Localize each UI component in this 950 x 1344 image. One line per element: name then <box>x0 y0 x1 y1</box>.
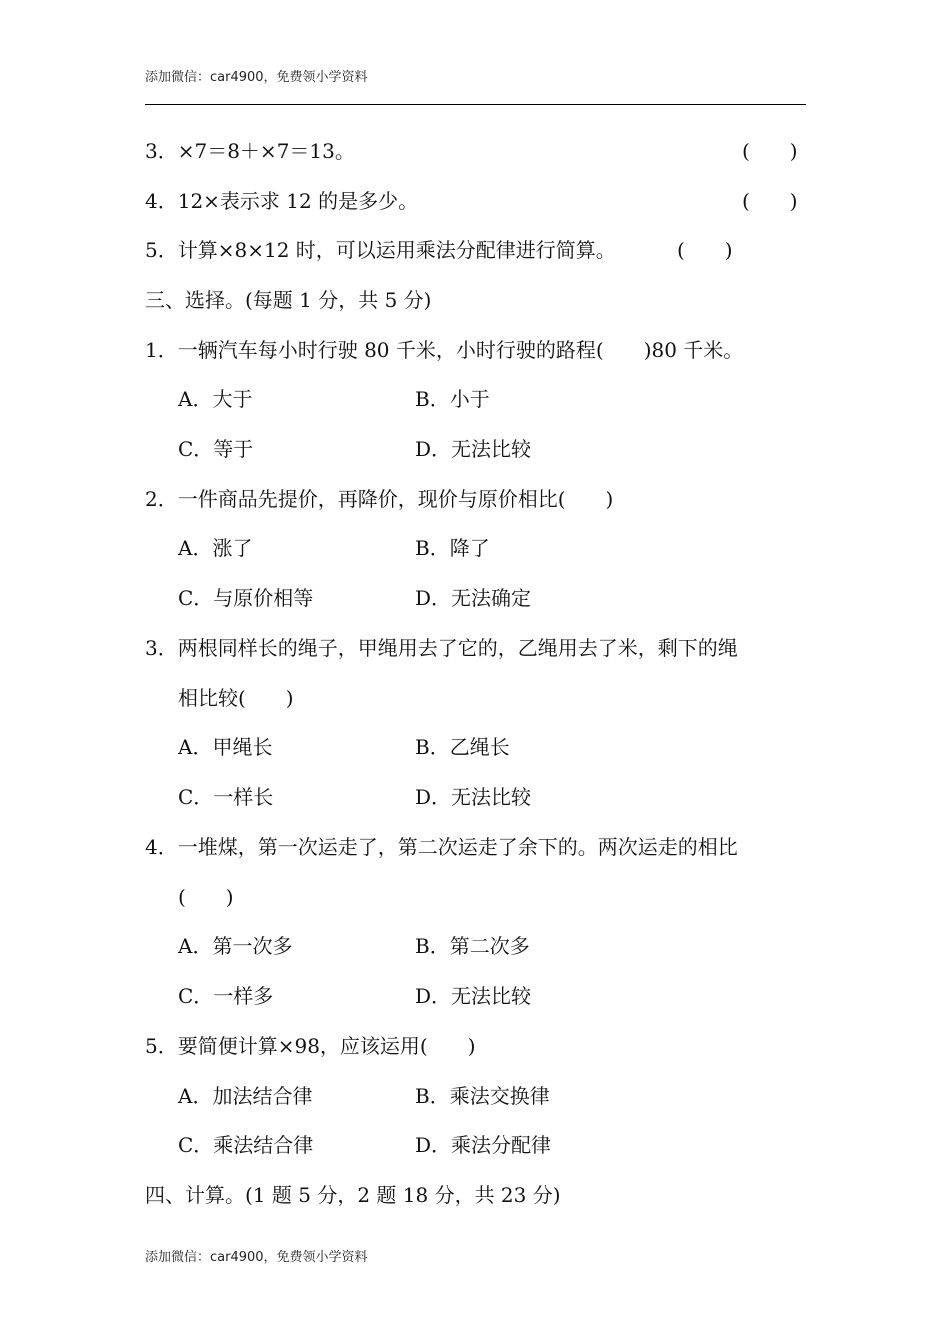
q5-option-a: A．加法结合律 <box>178 1084 313 1108</box>
q1-option-b: B．小于 <box>415 387 490 411</box>
judge-answer-blank-3: ( ) <box>742 139 798 163</box>
choice-question-5: 5．要简便计算×98，应该运用( ) <box>145 1034 476 1058</box>
q5-option-b: B．乘法交换律 <box>415 1084 550 1108</box>
q4-option-b: B．第二次多 <box>415 934 530 958</box>
q2-option-a: A．涨了 <box>178 536 253 560</box>
q5-option-d: D．乘法分配律 <box>415 1133 552 1157</box>
q3-option-d: D．无法比较 <box>415 785 532 809</box>
choice-question-4-cont: ( ) <box>178 885 234 909</box>
judge-question-5: 5．计算×8×12 时，可以运用乘法分配律进行简算。 <box>145 238 616 262</box>
q2-option-c: C．与原价相等 <box>178 586 314 610</box>
q4-option-c: C．一样多 <box>178 984 274 1008</box>
section-3-title: 三、选择。(每题 1 分，共 5 分) <box>145 288 432 312</box>
choice-question-2: 2．一件商品先提价，再降价，现价与原价相比( ) <box>145 487 614 511</box>
q3-option-c: C．一样长 <box>178 785 274 809</box>
q1-option-c: C．等于 <box>178 437 254 461</box>
q2-option-d: D．无法确定 <box>415 586 532 610</box>
q4-option-a: A．第一次多 <box>178 934 293 958</box>
header-divider <box>145 104 806 105</box>
choice-question-3-cont: 相比较( ) <box>178 686 294 710</box>
choice-question-1: 1．一辆汽车每小时行驶 80 千米，小时行驶的路程( )80 千米。 <box>145 338 744 362</box>
page-header: 添加微信：car4900，免费领小学资料 <box>145 70 368 85</box>
judge-question-3: 3．×7＝8＋×7＝13。 <box>145 139 355 163</box>
q1-option-d: D．无法比较 <box>415 437 532 461</box>
section-4-title: 四、计算。(1 题 5 分，2 题 18 分，共 23 分) <box>145 1183 561 1207</box>
q4-option-d: D．无法比较 <box>415 984 532 1008</box>
choice-question-4: 4．一堆煤，第一次运走了，第二次运走了余下的。两次运走的相比 <box>145 835 738 859</box>
q1-option-a: A．大于 <box>178 387 253 411</box>
judge-answer-blank-4: ( ) <box>742 189 798 213</box>
q3-option-b: B．乙绳长 <box>415 735 510 759</box>
judge-answer-blank-5: ( ) <box>677 238 733 262</box>
q5-option-c: C．乘法结合律 <box>178 1133 314 1157</box>
q2-option-b: B．降了 <box>415 536 490 560</box>
choice-question-3: 3．两根同样长的绳子，甲绳用去了它的，乙绳用去了米，剩下的绳 <box>145 636 738 660</box>
q3-option-a: A．甲绳长 <box>178 735 273 759</box>
page-footer: 添加微信：car4900，免费领小学资料 <box>145 1250 368 1265</box>
judge-question-4: 4．12×表示求 12 的是多少。 <box>145 189 419 213</box>
